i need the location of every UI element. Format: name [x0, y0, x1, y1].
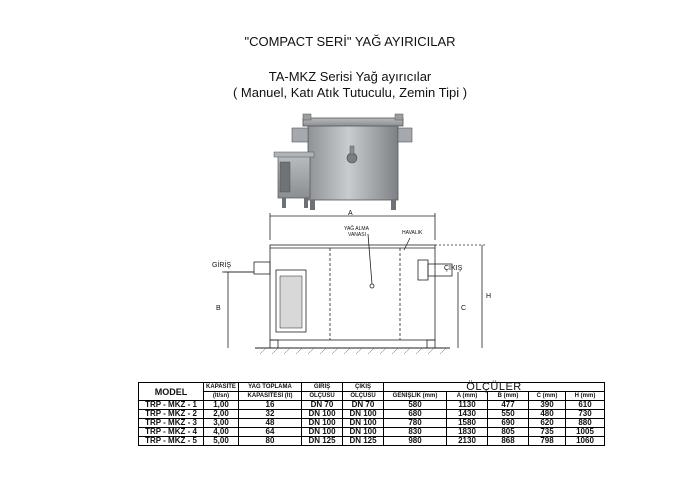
header-yag-toplama: YAĞ TOPLAMA	[239, 383, 302, 392]
table-cell: DN 100	[343, 428, 384, 437]
header-h: H (mm)	[566, 392, 605, 401]
table-cell: 1005	[566, 428, 605, 437]
table-cell: 1,00	[204, 401, 239, 410]
table-cell: 550	[488, 410, 529, 419]
table-cell: 1580	[447, 419, 488, 428]
page-title: "COMPACT SERİ" YAĞ AYIRICILAR	[244, 34, 456, 49]
header-b: B (mm)	[488, 392, 529, 401]
table-cell: TRP - MKZ - 1	[139, 401, 204, 410]
table-cell: 32	[239, 410, 302, 419]
table-cell: 2130	[447, 437, 488, 446]
header-giris: GİRİŞ	[302, 383, 343, 392]
table-cell: 1130	[447, 401, 488, 410]
product-subtitle: TA-MKZ Serisi Yağ ayırıcılar	[268, 69, 432, 84]
table-cell: 620	[529, 419, 566, 428]
table-cell: 780	[384, 419, 447, 428]
table-cell: DN 100	[302, 428, 343, 437]
header-genislik: GENİŞLİK (mm)	[384, 392, 447, 401]
header-olculer: ÖLÇÜLER	[384, 383, 605, 392]
table-cell: 690	[488, 419, 529, 428]
table-cell: 80	[239, 437, 302, 446]
table-cell: TRP - MKZ - 5	[139, 437, 204, 446]
table-cell: 1060	[566, 437, 605, 446]
table-cell: 2,00	[204, 410, 239, 419]
table-cell: DN 100	[302, 410, 343, 419]
table-cell: 868	[488, 437, 529, 446]
table-cell: 880	[566, 419, 605, 428]
table-cell: DN 70	[302, 401, 343, 410]
label-cikis: ÇIKIŞ	[444, 265, 463, 272]
table-cell: DN 125	[343, 437, 384, 446]
table-cell: 477	[488, 401, 529, 410]
table-cell: 5,00	[204, 437, 239, 446]
table-cell: 680	[384, 410, 447, 419]
table-cell: 1830	[447, 428, 488, 437]
header-a: A (mm)	[447, 392, 488, 401]
table-cell: 730	[566, 410, 605, 419]
header-kapasite: KAPASİTE	[204, 383, 239, 392]
label-dimension-b: B	[216, 305, 221, 312]
table-cell: 390	[529, 401, 566, 410]
table-cell: TRP - MKZ - 3	[139, 419, 204, 428]
label-dimension-a: A	[348, 210, 353, 217]
table-cell: 3,00	[204, 419, 239, 428]
table-cell: DN 70	[343, 401, 384, 410]
header-model: MODEL	[139, 383, 204, 401]
header-cikis-unit: ÖLÇÜSÜ	[343, 392, 384, 401]
table-cell: 480	[529, 410, 566, 419]
table-cell: TRP - MKZ - 4	[139, 428, 204, 437]
label-vanasi: VANASI	[348, 232, 366, 238]
table-cell: DN 100	[343, 410, 384, 419]
product-photo	[270, 112, 420, 216]
table-cell: 980	[384, 437, 447, 446]
table-cell: 4,00	[204, 428, 239, 437]
table-cell: DN 100	[343, 419, 384, 428]
table-cell: 735	[529, 428, 566, 437]
table-row	[139, 437, 605, 446]
table-cell: 16	[239, 401, 302, 410]
table-cell: 830	[384, 428, 447, 437]
table-cell: 610	[566, 401, 605, 410]
header-kapasite-unit: (lt/sn)	[204, 392, 239, 401]
label-dimension-c: C	[461, 305, 467, 312]
header-cikis: ÇIKIŞ	[343, 383, 384, 392]
technical-drawing	[200, 210, 510, 360]
table-cell: DN 125	[302, 437, 343, 446]
table-cell: 580	[384, 401, 447, 410]
table-cell: 64	[239, 428, 302, 437]
header-c: C (mm)	[529, 392, 566, 401]
table-body	[139, 401, 605, 446]
label-havalik: HAVALIK	[402, 230, 423, 236]
table-cell: 805	[488, 428, 529, 437]
table-cell: DN 100	[302, 419, 343, 428]
header-yag-toplama-unit: KAPASİTESİ (lt)	[239, 392, 302, 401]
table-cell: TRP - MKZ - 2	[139, 410, 204, 419]
table-cell: 798	[529, 437, 566, 446]
label-dimension-h: H	[486, 293, 492, 300]
table-cell: 48	[239, 419, 302, 428]
header-giris-unit: ÖLÇÜSÜ	[302, 392, 343, 401]
table-cell: 1430	[447, 410, 488, 419]
product-description: ( Manuel, Katı Atık Tutuculu, Zemin Tipi )	[232, 85, 468, 100]
spec-table	[138, 382, 605, 446]
label-yag-alma: YAĞ ALMA	[344, 226, 369, 232]
label-giris: GİRİŞ	[212, 262, 232, 269]
